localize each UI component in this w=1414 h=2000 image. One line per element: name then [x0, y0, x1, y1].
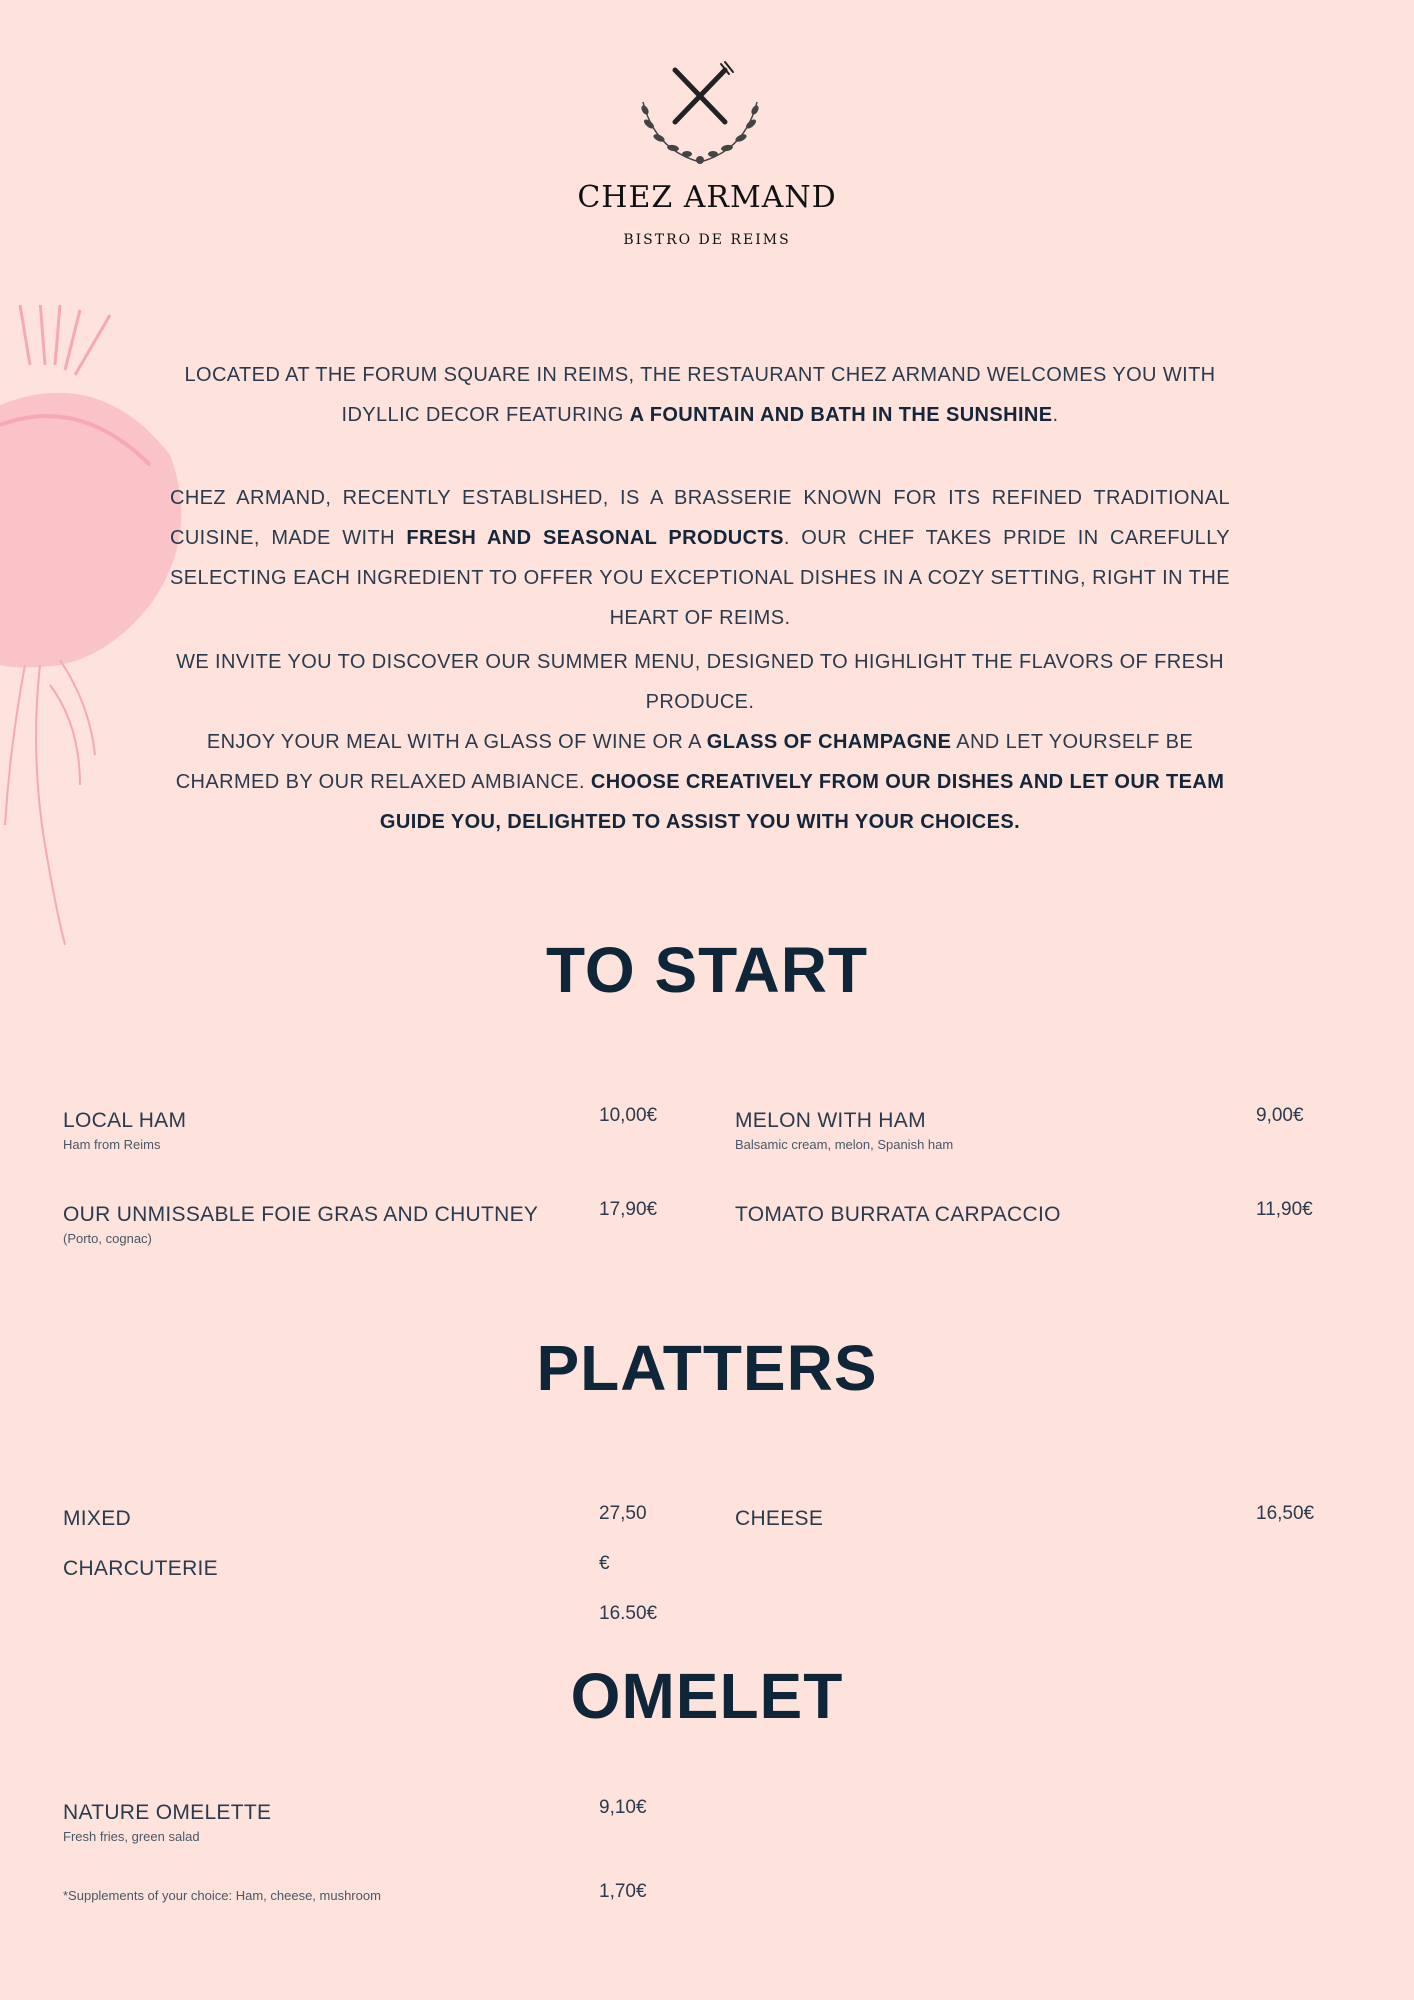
menu-item-name: MELON WITH HAM [735, 1109, 926, 1132]
menu-item-price: 9,00€ [1256, 1105, 1304, 1126]
menu-item-description: Ham from Reims [63, 1137, 161, 1152]
menu-item-price: 9,10€ [599, 1797, 647, 1818]
crossed-cutlery-laurel-icon [625, 60, 775, 175]
section-title-platters: PLATTERS [536, 1332, 878, 1404]
menu-item-name: CHARCUTERIE [63, 1557, 218, 1580]
menu-item-name: MIXED [63, 1507, 132, 1530]
intro-highlight: FRESH AND SEASONAL PRODUCTS [406, 527, 784, 549]
intro-paragraph-cuisine [170, 478, 1230, 638]
menu-item-description: Fresh fries, green salad [63, 1829, 200, 1844]
menu-item-price-currency: € [599, 1553, 610, 1574]
menu-item-price: 10,00€ [599, 1105, 658, 1126]
menu-item-name: CHEESE [735, 1507, 824, 1530]
intro-text: . [1052, 404, 1059, 426]
intro-text: CHEZ ARMAND, RECENTLY ESTABLISHED, IS A BRASSERIE KNOWN FOR ITS REFINED TRADITIONAL CUISINE, MADE WITH [170, 487, 1230, 549]
intro-highlight: GLASS OF CHAMPAGNE [706, 731, 952, 753]
menu-item-price: 16,50€ [1256, 1503, 1315, 1524]
menu-item-price: 27,50 [599, 1503, 647, 1524]
intro-paragraph-location [170, 355, 1230, 435]
menu-item-price: 16.50€ [599, 1603, 658, 1624]
supplements-price: 1,70€ [599, 1881, 647, 1902]
menu-item-description: (Porto, cognac) [63, 1231, 152, 1246]
intro-text: ENJOY YOUR MEAL WITH A GLASS OF WINE OR A [206, 731, 707, 753]
supplements-note: *Supplements of your choice: Ham, cheese, mushroom [63, 1888, 381, 1903]
menu-item-name: TOMATO BURRATA CARPACCIO [735, 1203, 1061, 1226]
menu-item-name: LOCAL HAM [63, 1109, 187, 1132]
restaurant-name: CHEZ ARMAND [577, 180, 837, 215]
intro-highlight: CHOOSE CREATIVELY FROM OUR DISHES AND LET OUR TEAM GUIDE YOU, DELIGHTED TO ASSIST YOU WITH YOUR CHOICES. [379, 771, 1225, 833]
intro-paragraph-menu: WE INVITE YOU TO DISCOVER OUR SUMMER MENU, DESIGNED TO HIGHLIGHT THE FLAVORS OF FRESH PRODUCE. [176, 651, 1224, 713]
menu-item-price: 11,90€ [1256, 1199, 1313, 1220]
intro-text: LOCATED AT THE FORUM SQUARE IN REIMS, THE RESTAURANT CHEZ ARMAND WELCOMES YOU WITH IDYLLIC DECOR FEATURING [184, 364, 1216, 426]
intro-text: . OUR CHEF TAKES PRIDE IN CAREFULLY SELECTING EACH INGREDIENT TO OFFER YOU EXCEPTIONAL DISHES IN A COZY SETTING, RIGHT IN THE HEART OF REIMS. [170, 527, 1230, 629]
section-title-omelet: OMELET [570, 1660, 844, 1732]
menu-item-description: Balsamic cream, melon, Spanish ham [735, 1137, 954, 1152]
menu-item-name: NATURE OMELETTE [63, 1801, 272, 1824]
section-title-to-start: TO START [545, 934, 869, 1006]
intro-highlight: A FOUNTAIN AND BATH IN THE SUNSHINE [629, 404, 1053, 426]
intro-paragraph-enjoy [170, 722, 1230, 842]
restaurant-tagline: BISTRO DE REIMS [623, 232, 791, 248]
intro-text: AND LET YOURSELF BE CHARMED BY OUR RELAXED AMBIANCE. [175, 731, 1194, 793]
menu-item-name: OUR UNMISSABLE FOIE GRAS AND CHUTNEY [63, 1203, 539, 1226]
menu-item-price: 17,90€ [599, 1199, 658, 1220]
